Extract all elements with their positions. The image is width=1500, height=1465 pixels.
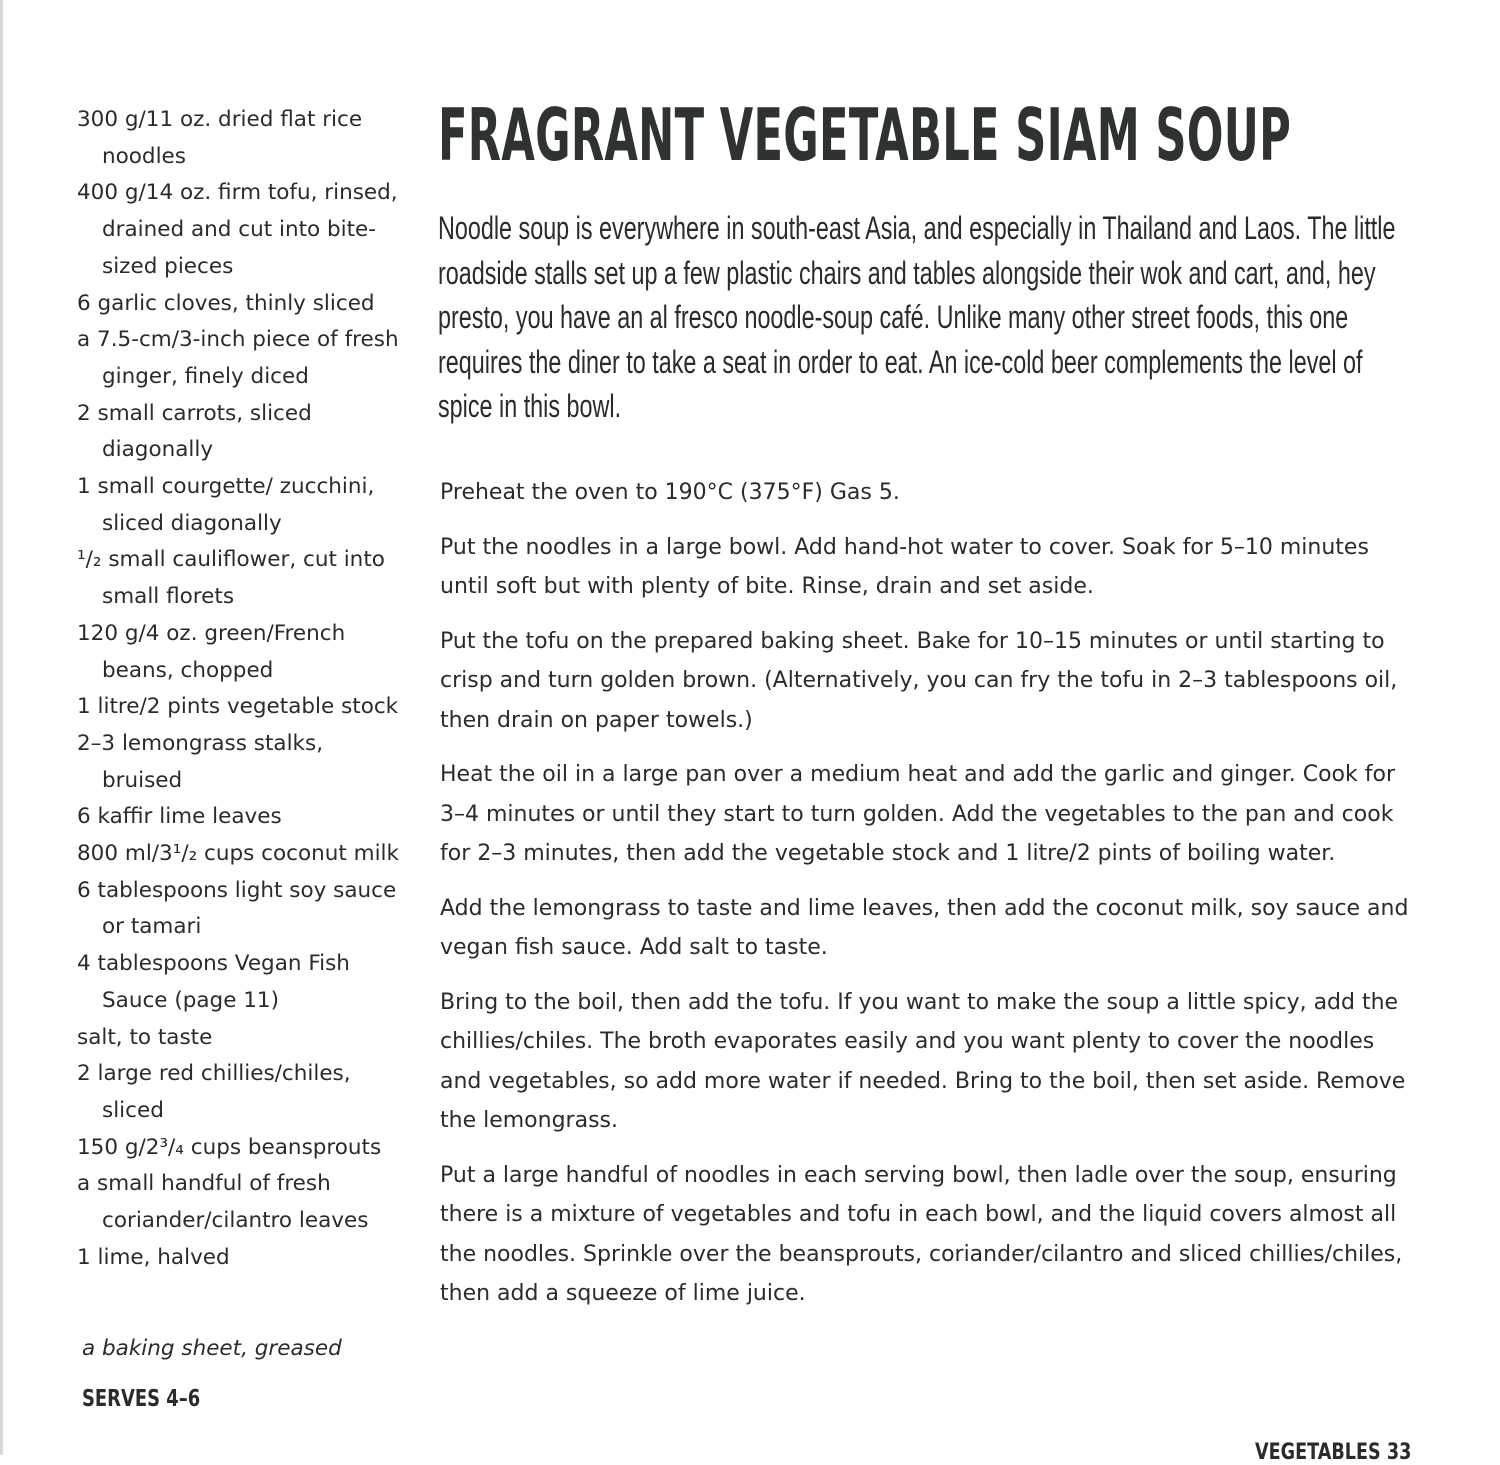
serves-label: SERVES 4–6 bbox=[82, 1386, 201, 1412]
method-step: Put the noodles in a large bowl. Add hand-hot water to cover. Soak for 5–10 minutes until soft but with plenty of bite. Rinse, drain and set aside. bbox=[440, 534, 1369, 599]
ingredient-item: a 7.5-cm/3-inch piece of fresh ginger, finely diced bbox=[77, 327, 399, 389]
ingredient-item: 120 g/4 oz. green/French beans, chopped bbox=[77, 620, 346, 683]
ingredient-item: 800 ml/3¹/₂ cups coconut milk bbox=[77, 841, 399, 867]
method-step: Put a large handful of noodles in each serving bowl, then ladle over the soup, ensuring there is a mixture of vegetables and tofu in each bowl, and the liquid covers almost all the noodles. Sprinkle over the beansprouts, coriander/cilantro and sliced chillies/chiles, then add a squeeze of lime juice. bbox=[440, 1162, 1403, 1306]
ingredient-item: 1 lime, halved bbox=[77, 1244, 230, 1270]
ingredient-item: 1 small courgette/ zucchini, sliced diagonally bbox=[77, 474, 375, 536]
ingredient-item: a small handful of fresh coriander/cilantro leaves bbox=[77, 1171, 369, 1234]
ingredient-item: 2–3 lemongrass stalks, bruised bbox=[77, 730, 324, 793]
recipe-title: FRAGRANT VEGETABLE SIAM SOUP bbox=[438, 93, 1292, 177]
ingredient-item: 2 small carrots, sliced diagonally bbox=[77, 400, 312, 463]
method-step: Preheat the oven to 190°C (375°F) Gas 5. bbox=[440, 480, 900, 505]
ingredient-item: 1 litre/2 pints vegetable stock bbox=[77, 694, 399, 720]
ingredient-item: 6 kaffir lime leaves bbox=[77, 804, 282, 830]
ingredient-item: 4 tablespoons Vegan Fish Sauce (page 11) bbox=[77, 951, 350, 1013]
ingredient-item: 6 tablespoons light soy sauce or tamari bbox=[77, 877, 397, 940]
method-steps bbox=[440, 473, 1415, 1329]
ingredient-item: 150 g/2³/₄ cups beansprouts bbox=[77, 1134, 382, 1160]
page-edge bbox=[0, 0, 3, 1455]
ingredient-item: 2 large red chillies/chiles, sliced bbox=[77, 1061, 351, 1123]
page-folio: VEGETABLES 33 bbox=[1255, 1440, 1412, 1465]
ingredient-item: 6 garlic cloves, thinly sliced bbox=[77, 290, 375, 316]
equipment-note: a baking sheet, greased bbox=[82, 1336, 342, 1361]
ingredients-list bbox=[77, 102, 407, 1277]
ingredient-item: 400 g/14 oz. firm tofu, rinsed, drained and cut into bite-sized pieces bbox=[77, 180, 398, 279]
method-step: Heat the oil in a large pan over a medium heat and add the garlic and ginger. Cook for 3–4 minutes or until they start to turn golden. Add the vegetables to the pan and cook for 2–3 minutes, then add the vegetable stock and 1 litre/2 pints of boiling water. bbox=[440, 762, 1395, 866]
recipe-intro: Noodle soup is everywhere in south-east Asia, and especially in Thailand and Laos. The little roadside stalls set up a few plastic chairs and tables alongside their wok and cart, and, hey presto, you have an al fresco noodle-soup café. Unlike many other street foods, this one requires the diner to take a seat in order to eat. An ice-cold beer complements the level of spice in this bowl. bbox=[438, 210, 1396, 424]
method-step: Add the lemongrass to taste and lime leaves, then add the coconut milk, soy sauce and vegan fish sauce. Add salt to taste. bbox=[440, 895, 1409, 960]
ingredient-item: ¹/₂ small cauliflower, cut into small florets bbox=[77, 547, 385, 610]
ingredient-item: salt, to taste bbox=[77, 1024, 213, 1050]
method-step: Bring to the boil, then add the tofu. If you want to make the soup a little spicy, add the chillies/chiles. The broth evaporates easily and you want plenty to cover the noodles and vegetables, so add more water if needed. Bring to the boil, then set aside. Remove the lemongrass. bbox=[440, 989, 1406, 1133]
method-step: Put the tofu on the prepared baking sheet. Bake for 10–15 minutes or until starting to crisp and turn golden brown. (Alternatively, you can fry the tofu in 2–3 tablespoons oil, then drain on paper towels.) bbox=[440, 628, 1398, 733]
ingredient-item: 300 g/11 oz. dried flat rice noodles bbox=[77, 107, 363, 169]
